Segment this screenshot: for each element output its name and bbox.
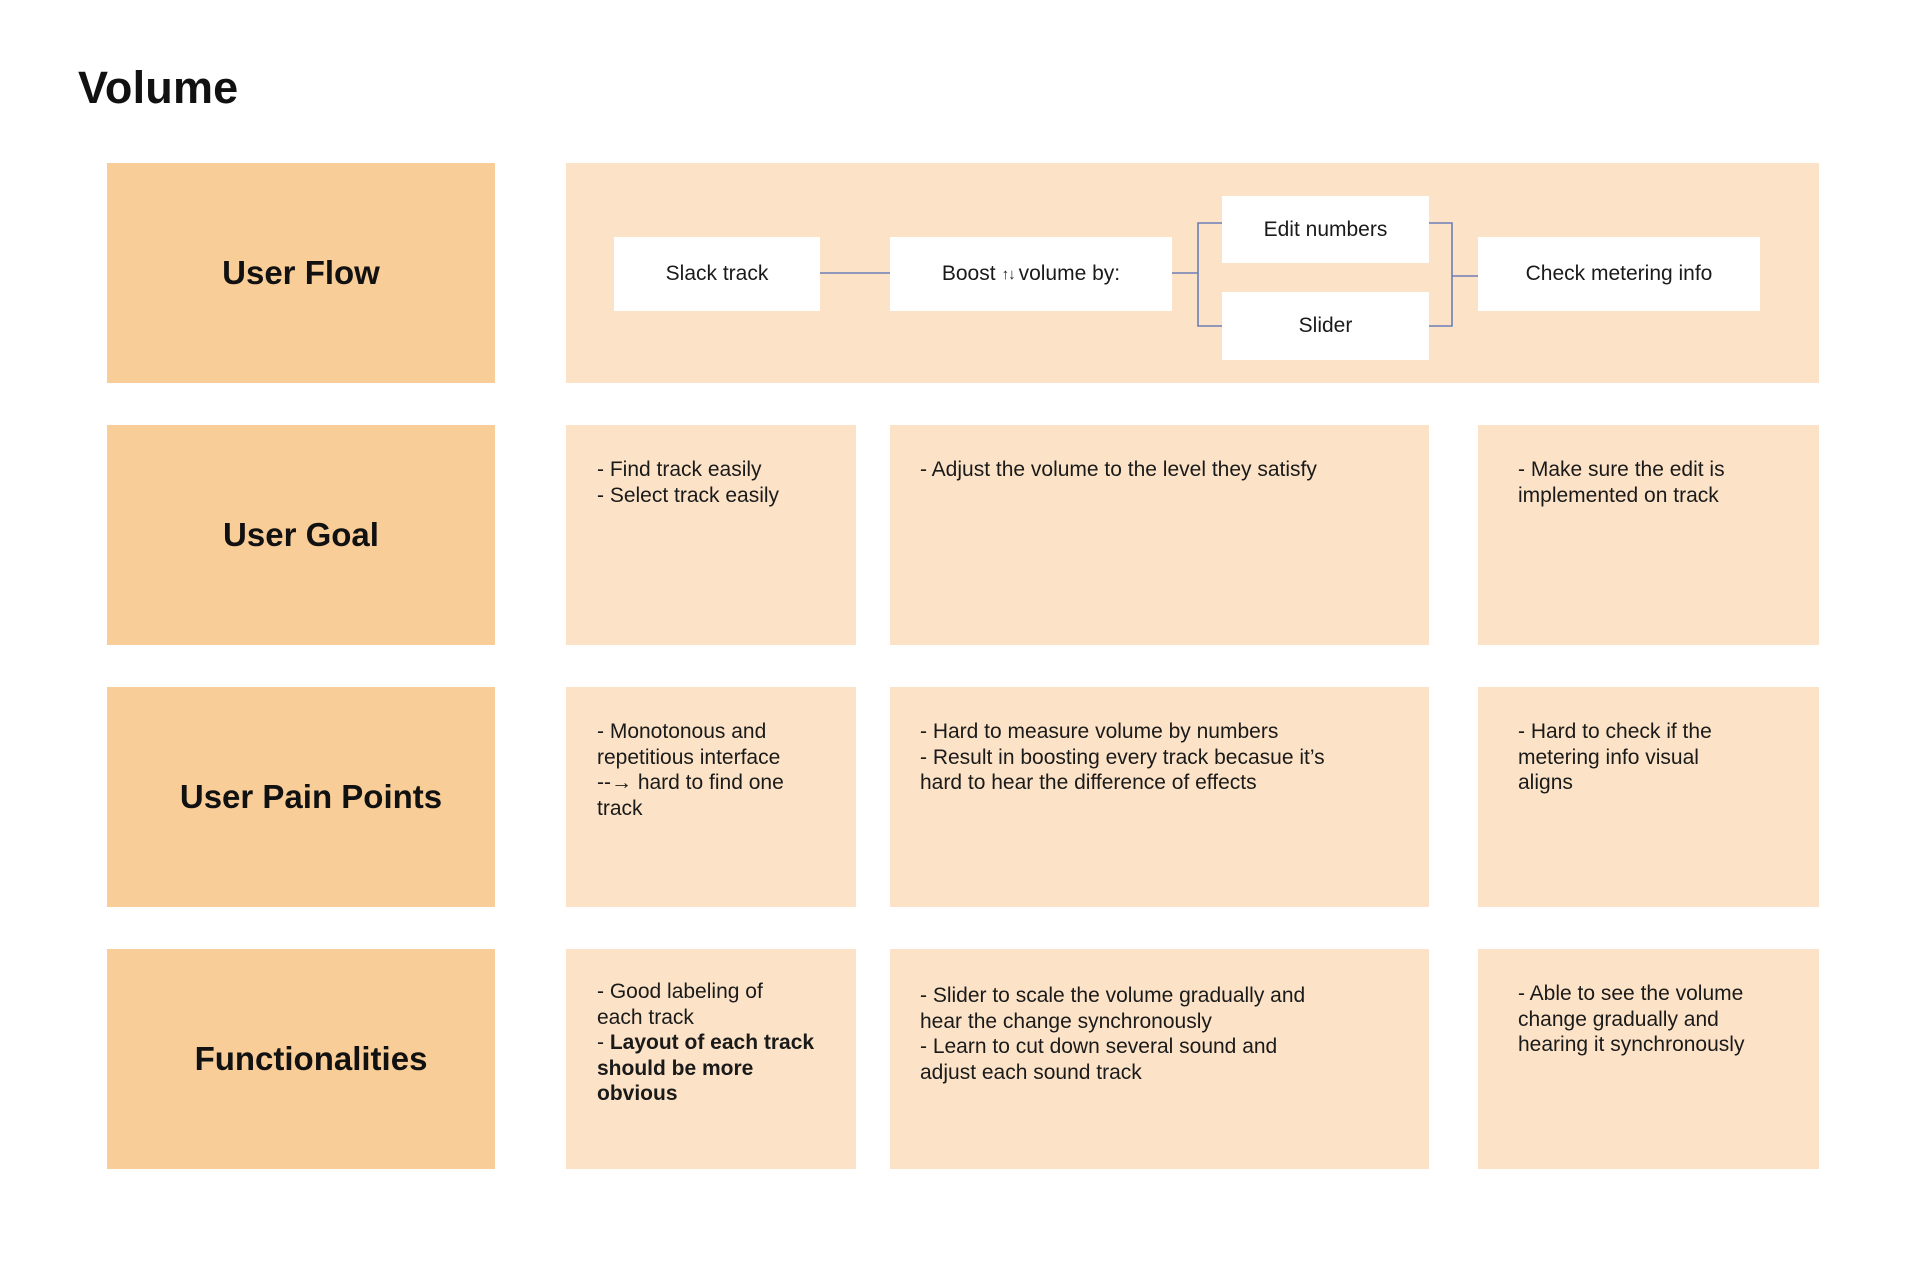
func-cell-3-line: change gradually and — [1518, 1007, 1719, 1031]
goal-cell-1 — [566, 425, 856, 645]
func-cell-3 — [1478, 949, 1819, 1169]
boost-label-prefix: Boost — [941, 262, 996, 285]
goal-cell-1-line: - Find track easily — [597, 458, 762, 481]
pain-cell-3 — [1478, 687, 1819, 907]
pain-cell-3-line: metering info visual — [1518, 745, 1699, 769]
row-label-user-flow: User Flow — [107, 163, 495, 383]
func-cell-1 — [566, 949, 856, 1169]
func-cell-1-line: should be more — [597, 1056, 754, 1080]
pain-cell-1-line: repetitious interface — [597, 745, 781, 769]
goal-cell-2 — [890, 425, 1429, 645]
func-cell-1-line: - Good labeling of — [597, 980, 763, 1003]
pain-cell-1-line: track — [597, 796, 643, 820]
flow-step-boost-volume — [890, 237, 1172, 311]
func-cell-3-line: hearing it synchronously — [1518, 1033, 1745, 1056]
func-cell-1-line — [597, 1030, 838, 1056]
pain-cell-1 — [566, 687, 856, 907]
pain-cell-2 — [890, 687, 1429, 907]
page-title: Volume — [78, 62, 239, 113]
func-cell-1-line: each track — [597, 1005, 694, 1029]
goal-cell-3-line: - Make sure the edit is — [1518, 458, 1725, 481]
func-cell-2-line: - Learn to cut down several sound and — [920, 1035, 1278, 1058]
func-cell-2-line: hear the change synchronously — [920, 1009, 1212, 1033]
goal-cell-3-line: implemented on track — [1518, 483, 1719, 507]
func-cell-1-bullet: - — [597, 1031, 610, 1054]
up-down-arrows-icon: ↑↓ — [1001, 265, 1015, 283]
pain-cell-3-line: aligns — [1518, 771, 1573, 794]
func-cell-1-emphasis: Layout of each track — [609, 1031, 815, 1054]
func-cell-2 — [890, 949, 1429, 1169]
goal-cell-3 — [1478, 425, 1819, 645]
func-cell-1-line: obvious — [597, 1082, 678, 1105]
pain-cell-2-line: - Result in boosting every track becasue it’s — [920, 745, 1325, 769]
flow-step-edit-numbers: Edit numbers — [1222, 196, 1429, 263]
pain-cell-2-line: - Hard to measure volume by numbers — [920, 720, 1279, 743]
pain-cell-2-line: hard to hear the difference of effects — [920, 771, 1257, 794]
connector-branch-right — [1429, 223, 1452, 326]
pain-cell-3-line: - Hard to check if the — [1518, 720, 1712, 743]
pain-cell-1-line: - Monotonous and — [597, 720, 767, 743]
pain-cell-1-line: --→ hard to find one — [597, 771, 784, 794]
row-label-user-goal: User Goal — [107, 425, 495, 645]
goal-cell-1-line: - Select track easily — [597, 483, 780, 507]
func-cell-2-line: adjust each sound track — [920, 1060, 1142, 1084]
flow-step-check-metering: Check metering info — [1478, 237, 1760, 311]
row-label-user-pain-points: User Pain Points — [107, 687, 495, 907]
row-label-functionalities: Functionalities — [107, 949, 495, 1169]
connector-branch-left — [1198, 223, 1222, 326]
func-cell-2-line: - Slider to scale the volume gradually and — [920, 984, 1306, 1007]
flow-step-slack-track: Slack track — [614, 237, 820, 311]
func-cell-3-line: - Able to see the volume — [1518, 982, 1744, 1005]
boost-label-suffix: volume by: — [1018, 262, 1121, 285]
flow-step-slider: Slider — [1222, 292, 1429, 360]
goal-cell-2-line: - Adjust the volume to the level they satisfy — [920, 458, 1317, 481]
